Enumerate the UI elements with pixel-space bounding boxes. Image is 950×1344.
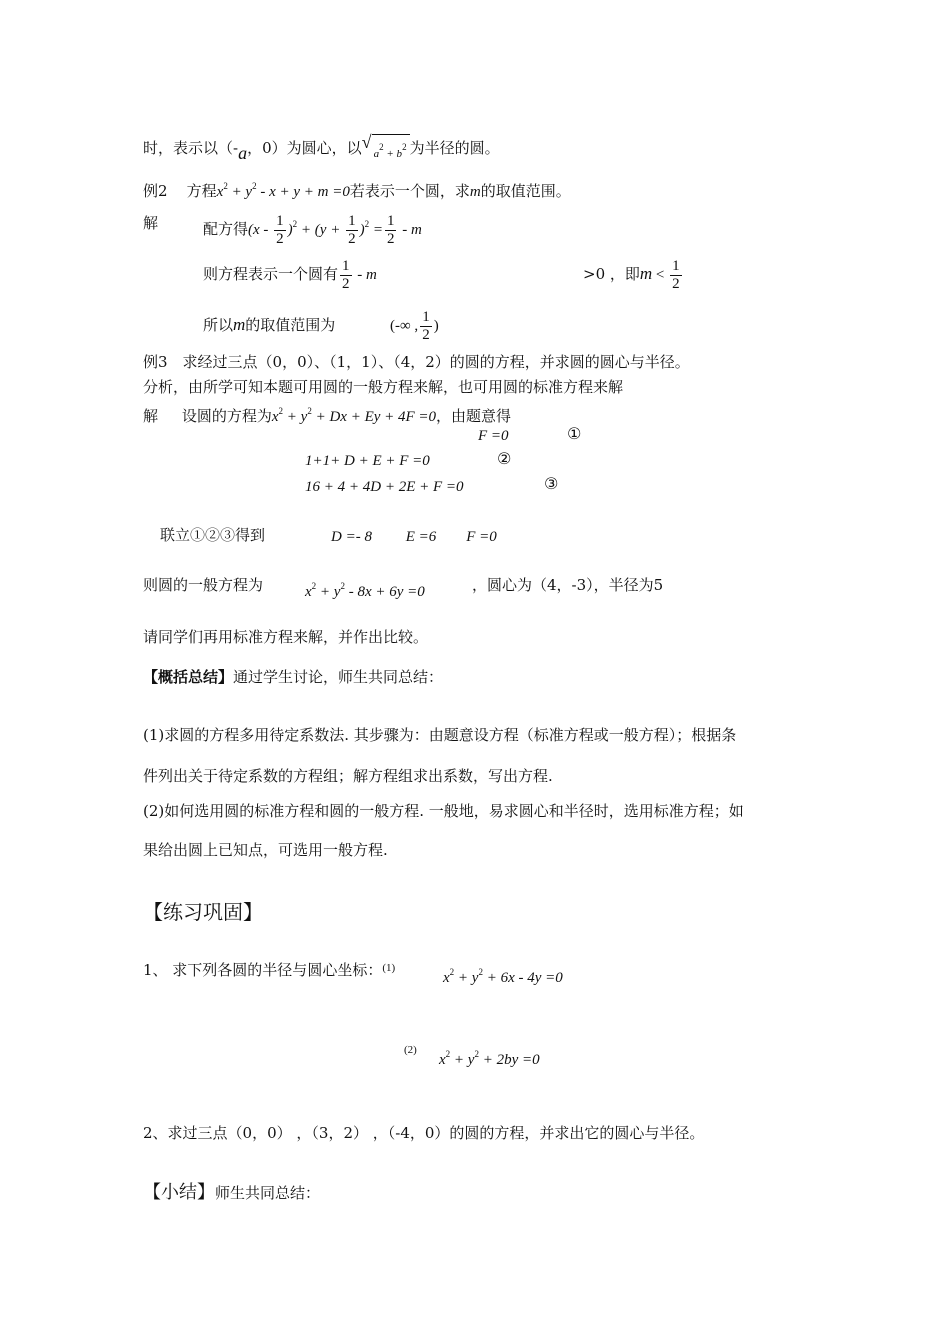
marker-2: ② — [497, 449, 512, 468]
range-line: 所以m的取值范围为 — [203, 315, 336, 334]
conclusion-line: 【小结】师生共同总结： — [143, 1182, 321, 1203]
compare-line: 请同学们再用标准方程来解，并作出比较。 — [143, 628, 429, 646]
example-3: 例3 求经过三点（0，0）、（1，1）、（4，2）的圆的方程，并求圆的圆心与半径。 — [143, 353, 690, 371]
summary-line: 【概括总结】通过学生讨论，师生共同总结： — [143, 668, 444, 686]
analysis-line: 分析，由所学可知本题可用圆的一般方程来解，也可用圆的标准方程来解 — [143, 378, 624, 396]
question-1-number-2: (2) — [404, 1044, 417, 1056]
question-1-eq2: $x^2 + y^2 + 2by =0$ — [439, 1049, 540, 1068]
marker-1: ① — [567, 424, 582, 443]
point-2b: 果给出圆上已知点，可选用一般方程. — [143, 841, 388, 859]
equation-1: F =0 — [478, 428, 509, 444]
example-2: 例2 方程$x^2 + y^2 - x + y + m =0$若表示一个圆，求m的取值范围。 — [143, 181, 571, 200]
joint-solution: 联立①②③得到 — [160, 526, 266, 544]
sqrt-expression: √ $a^2 + b^2$ — [362, 134, 410, 164]
equation-3: 16 + 4 + 4D + 2E + F =0 — [305, 479, 464, 495]
point-2a: (2)如何选用圆的标准方程和圆的一般方程. 一般地，易求圆心和半径时，选用标准方程；如 — [143, 802, 744, 820]
question-1: 1、 求下列各圆的半径与圆心坐标：$^{(1)}$ — [143, 961, 396, 979]
center-radius-result: ，圆心为（4，-3），半径为5 — [472, 576, 664, 594]
range-value: (-∞ , $\frac{1}{2}$ ) — [390, 308, 439, 343]
solution-label: 解 — [143, 214, 159, 232]
general-equation-line: 则圆的一般方程为 — [143, 576, 264, 594]
var-a: a — [238, 143, 248, 163]
question-2: 2、求过三点（0，0） ，（3，2） ，（-4，0）的圆的方程，并求出它的圆心与半径。 — [143, 1124, 705, 1142]
point-1a: (1)求圆的方程多用待定系数法. 其步骤为：由题意设方程（标准方程或一般方程）；根据条 — [143, 726, 737, 744]
marker-3: ③ — [544, 474, 559, 493]
solution-values: D =- 8 E =6 F =0 — [331, 529, 497, 545]
line-center-radius: 时，表示以（-a，0）为圆心，以 √ $a^2 + b^2$ 为半径的圆。 — [143, 132, 500, 163]
point-1b: 件列出关于待定系数的方程组；解方程组求出系数，写出方程. — [143, 767, 553, 785]
condition-result: >0 ，即m < $\frac{1}{2}$ — [583, 257, 680, 292]
solution-3: 解 设圆的方程为$x^2 + y^2 + Dx + Ey + 4F =0$，由题意得 — [143, 406, 512, 425]
solution-complete-square: 配方得(x - $\frac{1}{2}$ )$^2$ + (y + $\frac{1}{2}$ )$^2$ = $\frac{1}{2}$ - m — [203, 212, 422, 247]
general-equation: $x^2 + y^2 - 8x + 6y =0$ — [305, 581, 425, 600]
equation-ex2: $x^2 + y^2 - x + y + m =0$ — [216, 181, 350, 200]
practice-heading: 【练习巩固】 — [143, 900, 263, 924]
condition-line: 则方程表示一个圆有 $\frac{1}{2}$ - m — [203, 257, 377, 292]
question-1-eq1: $x^2 + y^2 + 6x - 4y =0$ — [443, 967, 563, 986]
equation-2: 1+1+ D + E + F =0 — [305, 453, 430, 469]
